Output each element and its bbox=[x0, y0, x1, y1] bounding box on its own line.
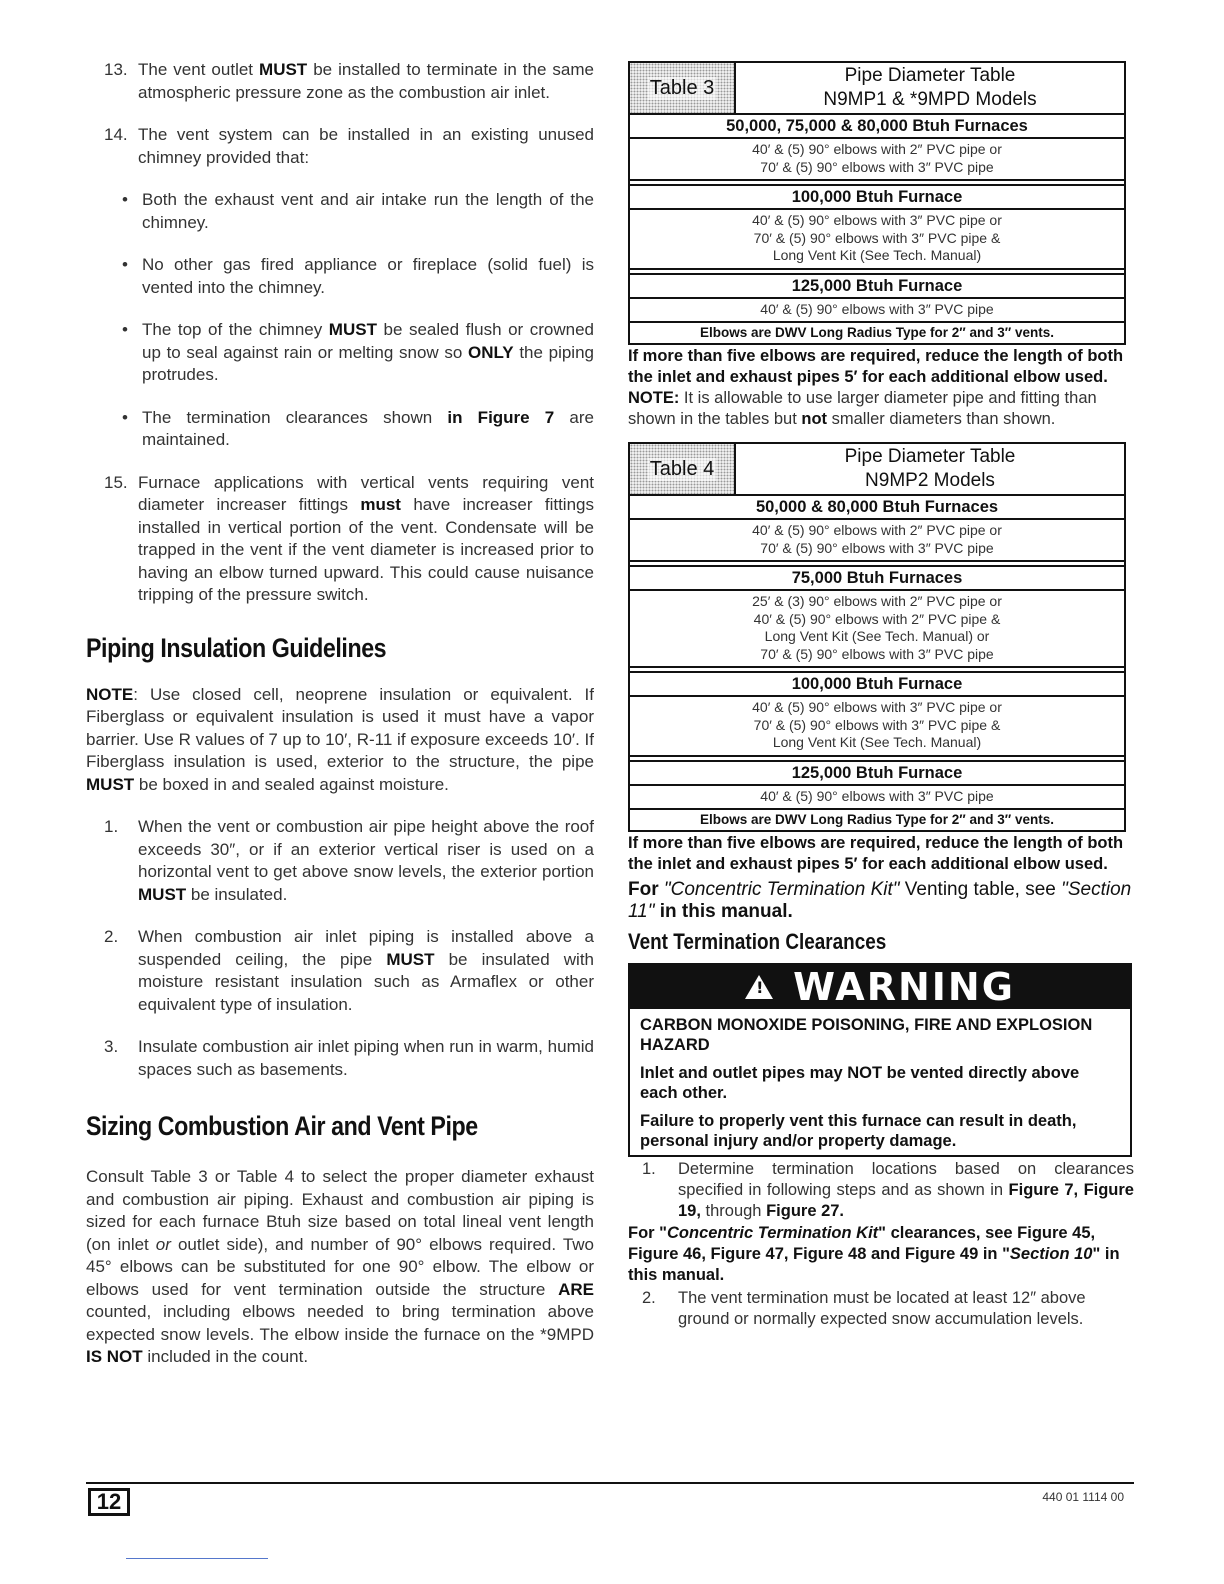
table-4-cell-1: 40′ & (5) 90° elbows with 2″ PVC pipe or 70′ & (5) 90° elbows with 3″ PVC pipe bbox=[630, 520, 1124, 562]
table-3-tag: Table 3 bbox=[630, 63, 736, 113]
table-4-footnote: Elbows are DWV Long Radius Type for 2″ and 3″ vents. bbox=[700, 812, 1054, 827]
clearance-item-2: 2. The vent termination must be located at least 12″ above ground or normally expected snow accumulation levels. bbox=[642, 1289, 1086, 1328]
bullet-2: • No other gas fired appliance or fireplace (solid fuel) is vented into the chimney. bbox=[122, 255, 594, 297]
warning-inlet-outlet: Inlet and outlet pipes may NOT be vented directly above each other. bbox=[640, 1064, 1080, 1102]
insulation-note: NOTE: Use closed cell, neoprene insulation or equivalent. If Fiberglass or equivalent insulation is used it must have a vapor barrier. Use R values of 7 up to 10′, R-11 if exposure exceeds 10′. If Fiberglass insulation is used, exterior to the structure, the pipe MUST be boxed in and sealed against moisture. bbox=[86, 684, 594, 794]
heading-piping-insulation: Piping Insulation Guidelines bbox=[86, 632, 387, 663]
insulation-item-2: 2. When combustion air inlet piping is installed above a suspended ceiling, the pipe MUST be insulated with moisture resistant insulation such as Armaflex or other equivalent type of insulation. bbox=[104, 927, 594, 1014]
table-4-section-4: 125,000 Btuh Furnace bbox=[630, 760, 1124, 786]
table-3-allowable-note: NOTE: It is allowable to use larger diameter pipe and fitting than shown in the tables but not smaller diameters than shown. bbox=[628, 389, 1097, 428]
bullet-1: • Both the exhaust vent and air intake run the length of the chimney. bbox=[122, 190, 594, 232]
footer-rule bbox=[86, 1482, 1134, 1484]
right-column bbox=[628, 61, 1134, 1330]
insulation-item-3: 3. Insulate combustion air inlet piping when run in warm, humid spaces such as basements. bbox=[104, 1037, 594, 1079]
warning-triangle-icon bbox=[745, 975, 773, 999]
warning-box bbox=[628, 963, 1132, 1157]
clearance-item-1: 1. Determine termination locations based on clearances specified in following steps and as shown in Figure 7, Figure 19, through Figure 27. bbox=[642, 1160, 1134, 1220]
table-4-section-1: 50,000 & 80,000 Btuh Furnaces bbox=[630, 496, 1124, 520]
concentric-venting-note: For "Concentric Termination Kit" Venting table, see "Section 11" in this manual. bbox=[628, 879, 1132, 922]
table-3-elbow-note: If more than five elbows are required, reduce the length of both the inlet and exhaust pipes 5′ for each additional elbow used. bbox=[628, 347, 1124, 386]
bullet-3: • The top of the chimney MUST be sealed flush or crowned up to seal against rain or melting snow so ONLY the piping protrudes. bbox=[122, 320, 595, 384]
document-number: 440 01 1114 00 bbox=[1042, 1490, 1124, 1504]
table-4-tag: Table 4 bbox=[630, 444, 736, 494]
table-3-cell-2: 40′ & (5) 90° elbows with 3″ PVC pipe or 70′ & (5) 90° elbows with 3″ PVC pipe & Long Vent Kit (See Tech. Manual) bbox=[630, 210, 1124, 270]
table-3-section-2: 100,000 Btuh Furnace bbox=[630, 184, 1124, 210]
table-4-cell-2: 25′ & (3) 90° elbows with 2″ PVC pipe or 40′ & (5) 90° elbows with 2″ PVC pipe & Long Vent Kit (See Tech. Manual) or 70′ & (5) 90° elbows with 3″ PVC pipe bbox=[630, 591, 1124, 668]
table-3-section-1: 50,000, 75,000 & 80,000 Btuh Furnaces bbox=[630, 115, 1124, 139]
table-3-cell-1: 40′ & (5) 90° elbows with 2″ PVC pipe or 70′ & (5) 90° elbows with 3″ PVC pipe bbox=[630, 139, 1124, 181]
table-3-section-3: 125,000 Btuh Furnace bbox=[630, 273, 1124, 299]
table-4-elbow-note: If more than five elbows are required, reduce the length of both the inlet and exhaust pipes 5′ for each additional elbow used. bbox=[628, 834, 1124, 873]
table-4 bbox=[628, 442, 1126, 832]
heading-vent-termination: Vent Termination Clearances bbox=[628, 929, 887, 954]
table-4-section-3: 100,000 Btuh Furnace bbox=[630, 671, 1124, 697]
heading-sizing: Sizing Combustion Air and Vent Pipe bbox=[86, 1111, 478, 1141]
table-3-title: Pipe Diameter Table N9MP1 & *9MPD Models bbox=[823, 65, 1037, 110]
insulation-item-1: 1. When the vent or combustion air pipe height above the roof exceeds 30″, or if an exterior vertical riser is used on a horizontal vent to get above snow levels, the exterior portion MUST be insulated. bbox=[104, 817, 594, 904]
warning-hazard: CARBON MONOXIDE POISONING, FIRE AND EXPLOSION HAZARD bbox=[640, 1016, 1093, 1054]
item-14: 14. The vent system can be installed in an existing unused chimney provided that: bbox=[104, 125, 594, 167]
warning-failure: Failure to properly vent this furnace can result in death, personal injury and/or property damage. bbox=[640, 1112, 1077, 1150]
scan-line bbox=[126, 1558, 268, 1559]
left-column bbox=[86, 56, 594, 1369]
table-3-footnote: Elbows are DWV Long Radius Type for 2″ and 3″ vents. bbox=[700, 325, 1054, 340]
table-3-cell-3: 40′ & (5) 90° elbows with 3″ PVC pipe bbox=[630, 299, 1124, 324]
sizing-paragraph: Consult Table 3 or Table 4 to select the proper diameter exhaust and combustion air piping. Exhaust and combustion air piping is sized for each furnace Btuh size based on total lineal vent length (on inlet or outlet side), and number of 90° elbows required. Two 45° elbows can be substituted for one 90° elbow. The elbow or elbows used for vent termination outside the structure ARE counted, including elbows needed to bring termination above expected snow levels. The elbow inside the furnace on the *9MPD IS NOT included in the count. bbox=[86, 1167, 594, 1366]
table-4-title: Pipe Diameter Table N9MP2 Models bbox=[844, 446, 1016, 491]
page-number: 12 bbox=[88, 1488, 130, 1516]
warning-body bbox=[630, 1009, 1130, 1155]
item-13: 13. The vent outlet MUST be installed to terminate in the same atmospheric pressure zone as the combustion air inlet. bbox=[104, 60, 594, 102]
bullet-4: • The termination clearances shown in Figure 7 are maintained. bbox=[122, 407, 594, 449]
table-4-header bbox=[630, 444, 1124, 496]
table-4-cell-3: 40′ & (5) 90° elbows with 3″ PVC pipe or 70′ & (5) 90° elbows with 3″ PVC pipe & Long Vent Kit (See Tech. Manual) bbox=[630, 697, 1124, 757]
table-4-section-2: 75,000 Btuh Furnaces bbox=[630, 565, 1124, 591]
warning-banner: ! WARNING bbox=[630, 965, 1130, 1009]
table-4-cell-4: 40′ & (5) 90° elbows with 3″ PVC pipe bbox=[630, 786, 1124, 811]
item-15: 15. Furnace applications with vertical vents requiring vent diameter increaser fittings must have increaser fittings installed in vertical portion of the vent. Condensate will be trapped in the vent if the vent diameter is increased prior to having an elbow turned upward. This could cause nuisance tripping of the pressure switch. bbox=[104, 472, 594, 604]
table-3-header bbox=[630, 63, 1124, 115]
table-3 bbox=[628, 61, 1126, 345]
concentric-clearance-note: For "Concentric Termination Kit" clearances, see Figure 45, Figure 46, Figure 47, Figure 48 and Figure 49 in "Section 10" in this manual. bbox=[628, 1224, 1120, 1284]
